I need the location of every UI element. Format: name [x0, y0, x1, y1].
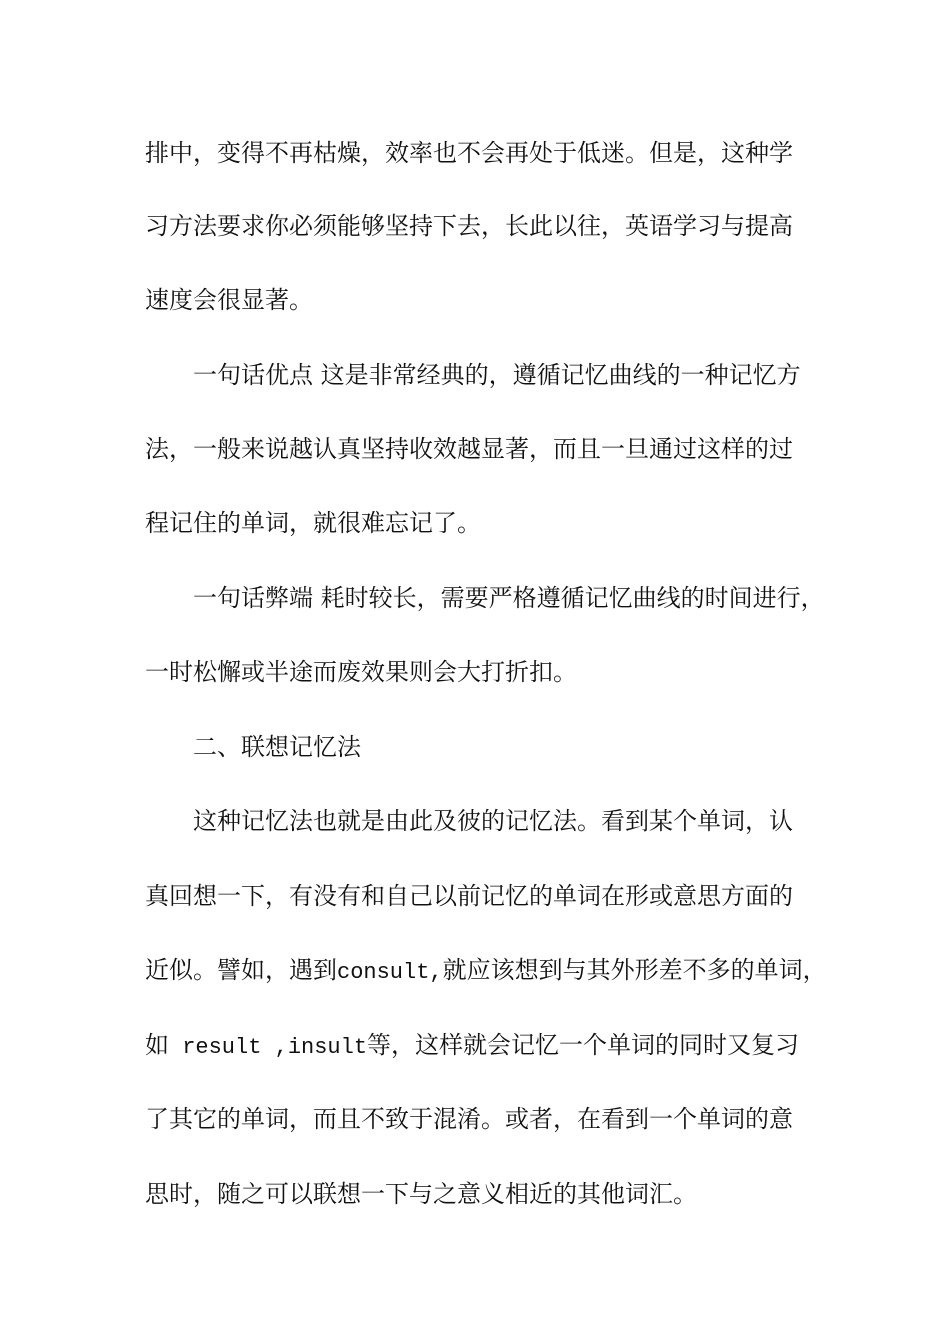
text-segment: 就应该想到与其外形差不多的单词，: [442, 956, 827, 984]
text-line: 一时松懈或半途而废效果则会大打折扣。: [145, 658, 577, 686]
english-word: consult,: [337, 960, 443, 985]
text-line: 一句话弊端 耗时较长，需要严格遵循记忆曲线的时间进行，: [193, 584, 825, 612]
text-line: 了其它的单词，而且不致于混淆。或者，在看到一个单词的意: [145, 1105, 793, 1133]
text-line: 思时，随之可以联想一下与之意义相近的其他词汇。: [145, 1180, 697, 1208]
text-line: 一句话优点 这是非常经典的，遵循记忆曲线的一种记忆方: [193, 361, 801, 389]
text-line: 排中，变得不再枯燥，效率也不会再处于低迷。但是，这种学: [145, 139, 793, 167]
text-line: 程记住的单词，就很难忘记了。: [145, 509, 481, 537]
text-segment: 近似。譬如，遇到: [145, 956, 337, 984]
text-segment: 等，这样就会记忆一个单词的同时又复习: [367, 1031, 800, 1059]
english-words: result ,insult: [169, 1035, 368, 1060]
text-line: 习方法要求你必须能够坚持下去，长此以往，英语学习与提高: [145, 212, 793, 240]
text-line: [145, 955, 827, 988]
text-segment: 如: [145, 1031, 169, 1059]
text-line: 这种记忆法也就是由此及彼的记忆法。看到某个单词，认: [193, 807, 793, 835]
text-line: [145, 1030, 799, 1063]
text-line: 速度会很显著。: [145, 286, 313, 314]
section-heading: 二、联想记忆法: [193, 733, 361, 761]
text-line: 真回想一下，有没有和自己以前记忆的单词在形或意思方面的: [145, 882, 793, 910]
text-line: 法，一般来说越认真坚持收效越显著，而且一旦通过这样的过: [145, 435, 793, 463]
